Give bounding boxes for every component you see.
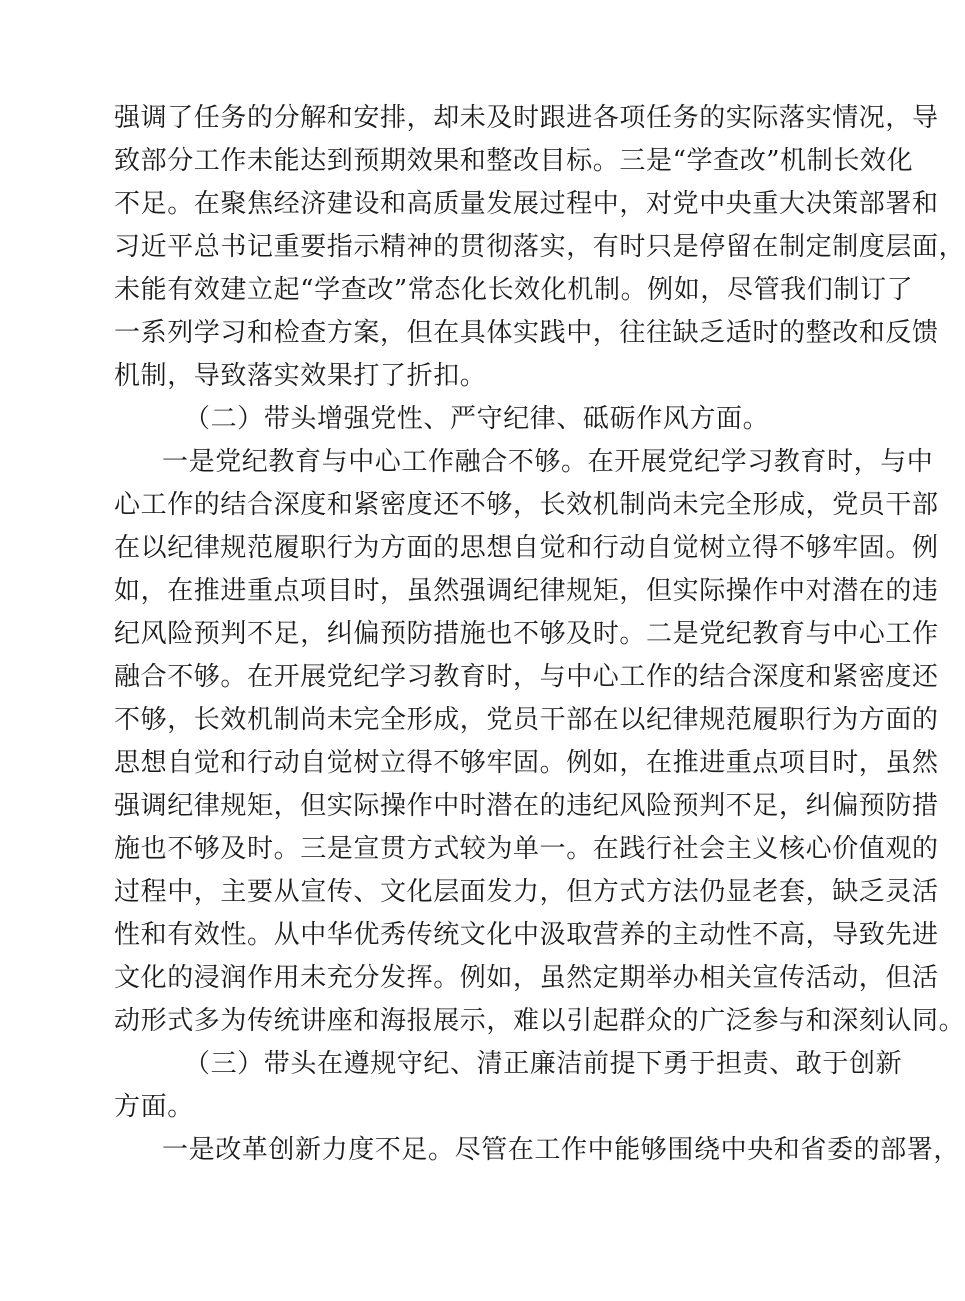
text-line: 习近平总书记重要指示精神的贯彻落实，有时只是停留在制定制度层面， bbox=[114, 232, 965, 262]
text-line: 未能有效建立起“学查改”常态化长效化机制。例如，尽管我们制订了 bbox=[114, 275, 914, 305]
text-line: 一系列学习和检查方案，但在具体实践中，往往缺乏适时的整改和反馈 bbox=[114, 318, 939, 348]
text-line: 强调纪律规矩，但实际操作中时潜在的违纪风险预判不足，纠偏预防措 bbox=[114, 791, 939, 821]
section-heading-continuation: 方面。 bbox=[114, 1092, 194, 1122]
text-line: 机制，导致落实效果打了折扣。 bbox=[114, 361, 487, 391]
document-body bbox=[114, 97, 965, 1172]
text-line: 心工作的结合深度和紧密度还不够，长效机制尚未完全形成，党员干部 bbox=[114, 490, 939, 520]
text-line: 一是改革创新力度不足。尽管在工作中能够围绕中央和省委的部署， bbox=[162, 1135, 961, 1165]
text-line: 不够，长效机制尚未完全形成，党员干部在以纪律规范履职行为方面的 bbox=[114, 705, 939, 735]
text-line: 过程中，主要从宣传、文化层面发力，但方式方法仍显老套，缺乏灵活 bbox=[114, 877, 939, 907]
text-line: 在以纪律规范履职行为方面的思想自觉和行动自觉树立得不够牢固。例 bbox=[114, 533, 939, 563]
section-heading: （二）带头增强党性、严守纪律、砥砺作风方面。 bbox=[184, 404, 770, 434]
text-line: 强调了任务的分解和安排，却未及时跟进各项任务的实际落实情况，导 bbox=[114, 103, 939, 133]
text-line: 施也不够及时。三是宣贯方式较为单一。在践行社会主义核心价值观的 bbox=[114, 834, 939, 864]
text-line: 文化的浸润作用未充分发挥。例如，虽然定期举办相关宣传活动，但活 bbox=[114, 963, 939, 993]
text-line: 思想自觉和行动自觉树立得不够牢固。例如，在推进重点项目时，虽然 bbox=[114, 748, 939, 778]
text-line: 动形式多为传统讲座和海报展示，难以引起群众的广泛参与和深刻认同。 bbox=[114, 1006, 965, 1036]
text-line: 如，在推进重点项目时，虽然强调纪律规矩，但实际操作中对潜在的违 bbox=[114, 576, 939, 606]
section-heading: （三）带头在遵规守纪、清正廉洁前提下勇于担责、敢于创新 bbox=[184, 1049, 903, 1079]
text-line: 融合不够。在开展党纪学习教育时，与中心工作的结合深度和紧密度还 bbox=[114, 662, 939, 692]
text-line: 不足。在聚焦经济建设和高质量发展过程中，对党中央重大决策部署和 bbox=[114, 189, 939, 219]
text-line: 一是党纪教育与中心工作融合不够。在开展党纪学习教育时，与中 bbox=[162, 447, 934, 477]
text-line: 纪风险预判不足，纠偏预防措施也不够及时。二是党纪教育与中心工作 bbox=[114, 619, 939, 649]
text-line: 致部分工作未能达到预期效果和整改目标。三是“学查改”机制长效化 bbox=[114, 146, 914, 176]
text-line: 性和有效性。从中华优秀传统文化中汲取营养的主动性不高，导致先进 bbox=[114, 920, 939, 950]
